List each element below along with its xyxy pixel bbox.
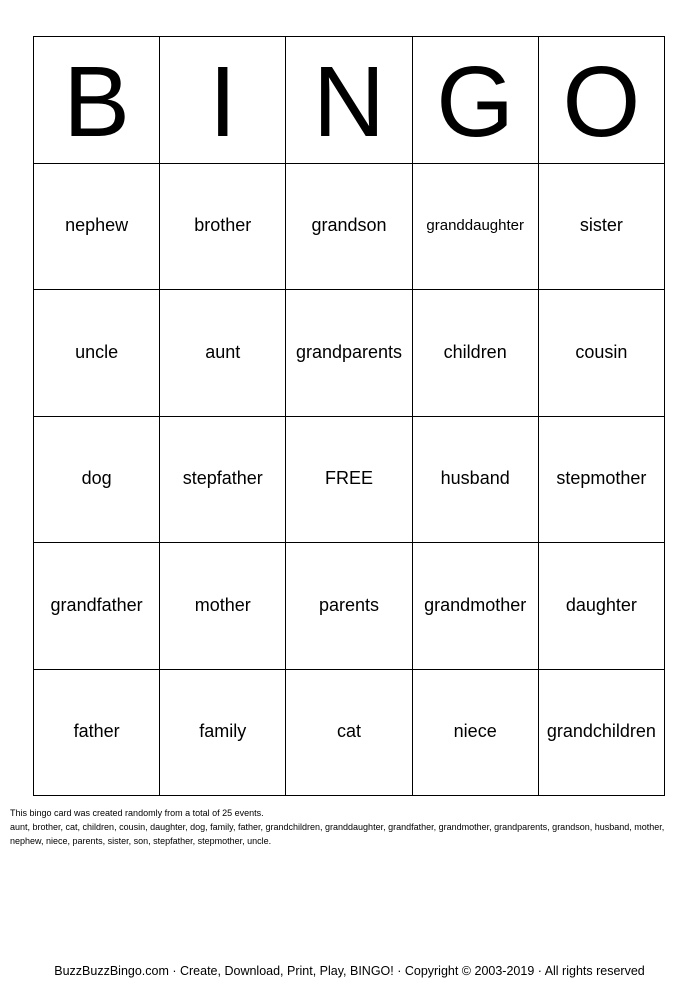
bingo-cell: brother [160, 164, 286, 291]
bingo-cell: children [413, 290, 539, 417]
card-notes [10, 806, 670, 848]
bingo-cell: uncle [34, 290, 160, 417]
header-letter-b: B [34, 37, 160, 164]
header-letter-n: N [286, 37, 412, 164]
bingo-cell: father [34, 670, 160, 797]
bingo-cell: aunt [160, 290, 286, 417]
bingo-cell: cat [286, 670, 412, 797]
free-space-cell: FREE [286, 417, 412, 544]
bingo-cell: grandson [286, 164, 412, 291]
bingo-cell: grandchildren [539, 670, 665, 797]
page-footer: BuzzBuzzBingo.com · Create, Download, Print, Play, BINGO! · Copyright © 2003-2019 · All rights reserved [54, 964, 645, 978]
bingo-cell: grandfather [34, 543, 160, 670]
bingo-cell: niece [413, 670, 539, 797]
notes-word-list: aunt, brother, cat, children, cousin, daughter, dog, family, father, grandchildren, granddaughter, grandfather, grandmother, grandparents, grandson, husband, mother, nephew, niece, parents, sister, son, stepfather, stepmother, uncle. [10, 822, 665, 846]
bingo-cell: mother [160, 543, 286, 670]
bingo-cell: nephew [34, 164, 160, 291]
bingo-card [33, 36, 665, 796]
bingo-cell: daughter [539, 543, 665, 670]
bingo-cell: sister [539, 164, 665, 291]
bingo-cell: stepfather [160, 417, 286, 544]
bingo-cell: parents [286, 543, 412, 670]
bingo-cell: dog [34, 417, 160, 544]
header-letter-g: G [413, 37, 539, 164]
header-letter-i: I [160, 37, 286, 164]
bingo-cell: cousin [539, 290, 665, 417]
bingo-cell: stepmother [539, 417, 665, 544]
bingo-cell: grandmother [413, 543, 539, 670]
notes-summary: This bingo card was created randomly from a total of 25 events. [10, 808, 264, 818]
bingo-cell: family [160, 670, 286, 797]
header-letter-o: O [539, 37, 665, 164]
bingo-cell: grandparents [286, 290, 412, 417]
bingo-cell: granddaughter [413, 164, 539, 291]
bingo-cell: husband [413, 417, 539, 544]
